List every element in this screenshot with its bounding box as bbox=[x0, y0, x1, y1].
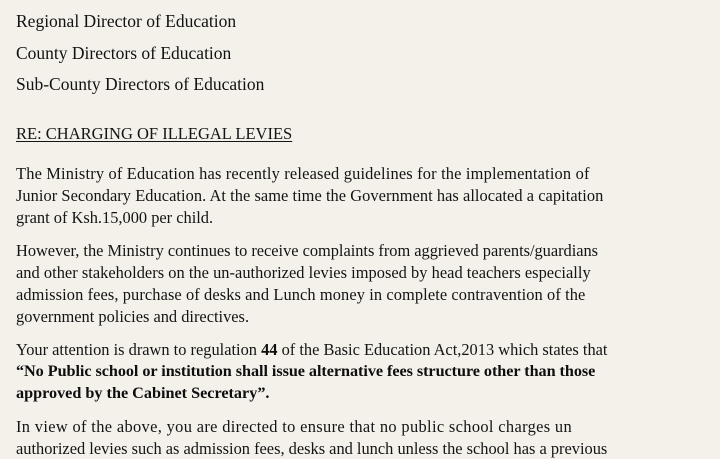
paragraph-2-line-2: and other stakeholders on the un-authorized levies imposed by head teachers especially bbox=[16, 263, 591, 282]
paragraph-3-line-1 bbox=[16, 340, 607, 360]
paragraph-2-line-4: government policies and directives. bbox=[16, 307, 250, 326]
subject-heading: RE: CHARGING OF ILLEGAL LEVIES bbox=[16, 124, 293, 143]
addressee-regional-director: Regional Director of Education bbox=[16, 11, 237, 31]
paragraph-1-line-3: grant of Ksh.15,000 per child. bbox=[16, 208, 214, 227]
addressee-sub-county-directors: Sub-County Directors of Education bbox=[16, 74, 265, 94]
regulation-quote-end: ”. bbox=[257, 384, 270, 402]
regulation-quote-line-2 bbox=[16, 384, 269, 403]
addressee-county-directors: County Directors of Education bbox=[16, 43, 232, 63]
paragraph-1-line-2: Junior Secondary Education. At the same time the Government has allocated a capitation bbox=[16, 186, 604, 205]
paragraph-3-prefix: Your attention is drawn to regulation bbox=[16, 340, 262, 359]
paragraph-4-line-1: In view of the above, you are directed to ensure that no public school charges un bbox=[16, 417, 573, 436]
paragraph-4-line-2: authorized levies such as admission fees, desks and lunch unless the school has a previous bbox=[16, 439, 608, 458]
paragraph-1-line-1: The Ministry of Education has recently released guidelines for the implementation of bbox=[16, 164, 590, 183]
regulation-number: 44 bbox=[261, 340, 278, 359]
paragraph-2-line-1: However, the Ministry continues to receive complaints from aggrieved parents/guardians bbox=[16, 241, 599, 260]
paragraph-3-suffix: of the Basic Education Act,2013 which states that bbox=[277, 340, 608, 359]
regulation-quote-line-1: “No Public school or institution shall issue alternative fees structure other than those bbox=[16, 362, 596, 380]
regulation-quote-text: approved by the Cabinet Secretary bbox=[16, 384, 258, 402]
paragraph-2-line-3: admission fees, purchase of desks and Lunch money in complete contravention of the bbox=[16, 285, 586, 304]
